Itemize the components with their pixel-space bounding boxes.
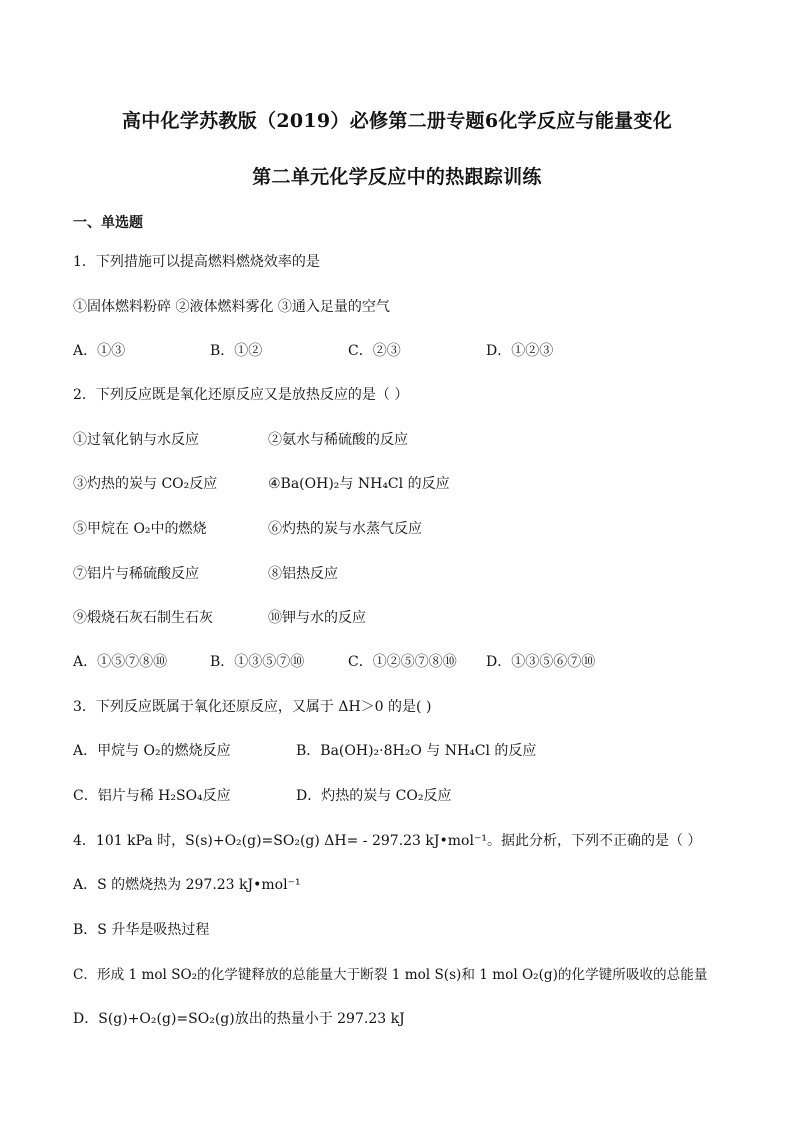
question-4-stem: 4．101 kPa 时，S(s)+O₂(g)=SO₂(g) ΔH= - 297.23 kJ•mol⁻¹。据此分析，下列不正确的是（ ） [73, 833, 702, 849]
q3-option-b: B．Ba(OH)₂·8H₂O 与 NH₄Cl 的反应 [296, 743, 537, 759]
question-2-stem: 2．下列反应既是氧化还原反应又是放热反应的是（ ） [73, 387, 409, 403]
q2-item-6: ⑥灼热的炭与水蒸气反应 [268, 521, 422, 537]
q2-item-7: ⑦铝片与稀硫酸反应 [73, 566, 199, 582]
q4-option-c: C．形成 1 mol SO₂的化学键释放的总能量大于断裂 1 mol S(s)和 1 mol O₂(g)的化学键所吸收的总能量 [73, 967, 708, 983]
q2-item-4: ④Ba(OH)₂与 NH₄Cl 的反应 [268, 476, 450, 492]
q4-option-b: B．S 升华是吸热过程 [73, 922, 210, 938]
q2-item-9: ⑨煅烧石灰石制生石灰 [73, 610, 213, 626]
section-heading: 一、单选题 [73, 215, 143, 231]
q3-option-d: D．灼热的炭与 CO₂反应 [296, 788, 452, 804]
q2-item-5: ⑤甲烷在 O₂中的燃烧 [73, 521, 207, 537]
q2-option-c: C．①②⑤⑦⑧⑩ [348, 654, 457, 670]
q2-item-8: ⑧铝热反应 [268, 566, 338, 582]
q3-option-a: A．甲烷与 O₂的燃烧反应 [73, 743, 231, 759]
q1-option-d: D．①②③ [486, 343, 554, 359]
q2-option-d: D．①③⑤⑥⑦⑩ [486, 654, 596, 670]
q2-option-b: B．①③⑤⑦⑩ [210, 654, 305, 670]
q1-option-c: C．②③ [348, 343, 401, 359]
q1-option-a: A．①③ [73, 343, 126, 359]
doc-title-line2: 第二单元化学反应中的热跟踪训练 [252, 166, 542, 188]
q2-item-1: ①过氧化钠与水反应 [73, 432, 199, 448]
q3-option-c: C．铝片与稀 H₂SO₄反应 [73, 788, 231, 804]
q2-item-2: ②氨水与稀硫酸的反应 [268, 432, 408, 448]
q2-item-3: ③灼热的炭与 CO₂反应 [73, 476, 218, 492]
q4-option-d: D．S(g)+O₂(g)=SO₂(g)放出的热量小于 297.23 kJ [73, 1011, 405, 1027]
q2-item-10: ⑩钾与水的反应 [268, 610, 366, 626]
q2-option-a: A．①⑤⑦⑧⑩ [73, 654, 168, 670]
doc-title-line1: 高中化学苏教版（2019）必修第二册专题6化学反应与能量变化 [121, 110, 673, 132]
question-1-stem: 1．下列措施可以提高燃料燃烧效率的是 [73, 254, 320, 270]
q1-option-b: B．①② [210, 343, 263, 359]
question-3-stem: 3．下列反应既属于氧化还原反应，又属于 ΔH＞0 的是( ) [73, 699, 432, 715]
q4-option-a: A．S 的燃烧热为 297.23 kJ•mol⁻¹ [73, 877, 301, 893]
question-1-items: ①固体燃料粉碎 ②液体燃料雾化 ③通入足量的空气 [73, 299, 390, 315]
